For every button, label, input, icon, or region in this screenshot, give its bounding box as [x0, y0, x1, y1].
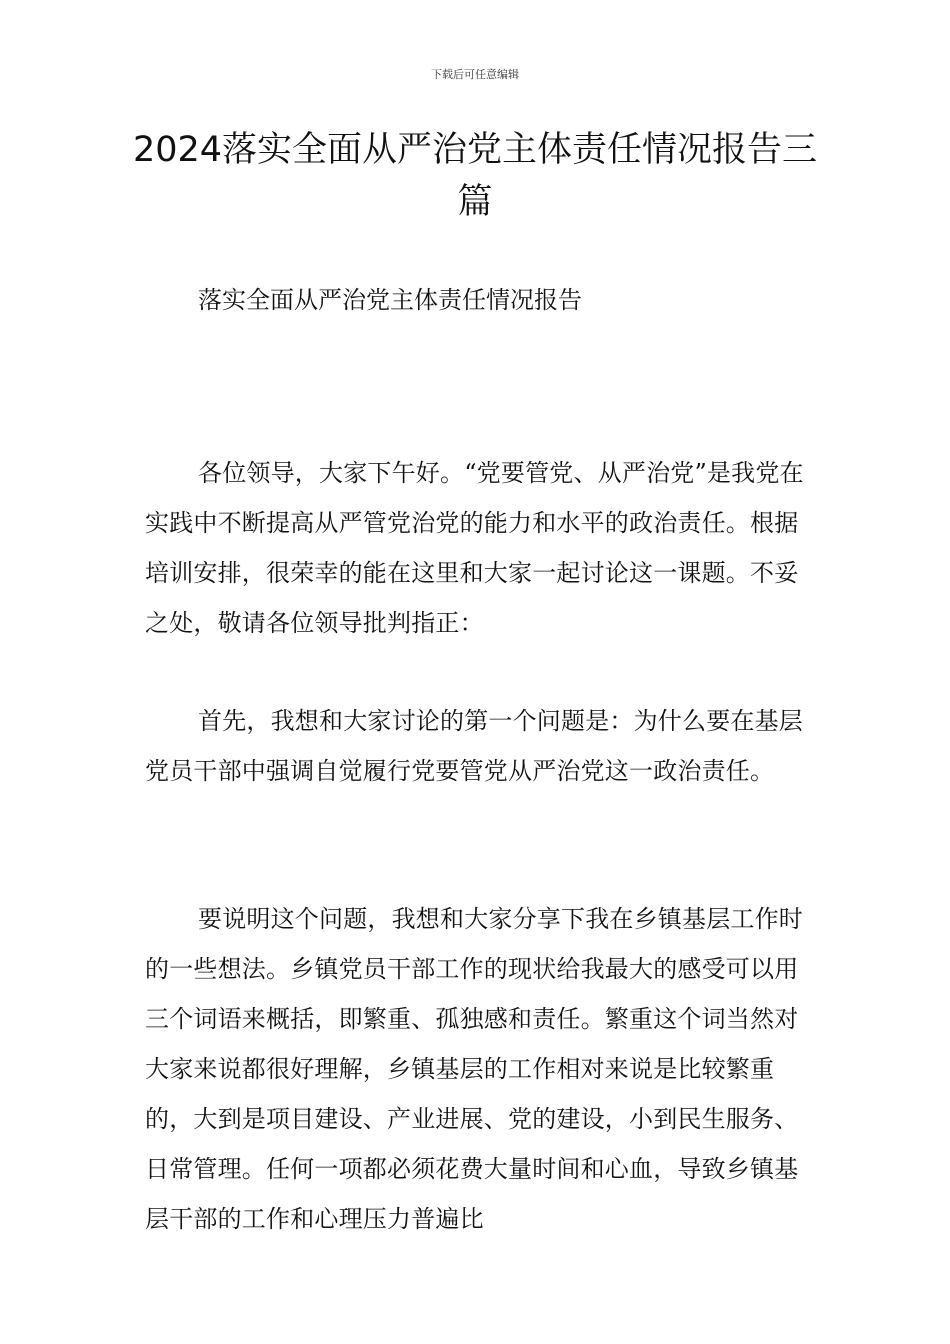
document-title: 2024落实全面从严治党主体责任情况报告三篇: [132, 130, 818, 222]
body-paragraph-2: 首先，我想和大家讨论的第一个问题是：为什么要在基层党员干部中强调自觉履行党要管党从严治党这一政治责任。: [145, 707, 803, 785]
document-subtitle: 落实全面从严治党主体责任情况报告: [198, 286, 582, 314]
header-note: 下载后可任意编辑: [431, 68, 519, 81]
body-paragraph-3: 要说明这个问题，我想和大家分享下我在乡镇基层工作时的一些想法。乡镇党员干部工作的现状给我最大的感受可以用三个词语来概括，即繁重、孤独感和责任。繁重这个词当然对大家来说都很好理解，乡镇基层的工作相对来说是比较繁重的，大到是项目建设、产业进展、党的建设，小到民生服务、日常管理。任何一项都必须花费大量时间和心血，导致乡镇基层干部的工作和心理压力普遍比: [145, 905, 803, 1233]
body-paragraph-1: 各位领导，大家下午好。“党要管党、从严治党”是我党在实践中不断提高从严管党治党的能力和水平的政治责任。根据培训安排，很荣幸的能在这里和大家一起讨论这一课题。不妥之处，敬请各位领导批判指正：: [145, 459, 804, 637]
